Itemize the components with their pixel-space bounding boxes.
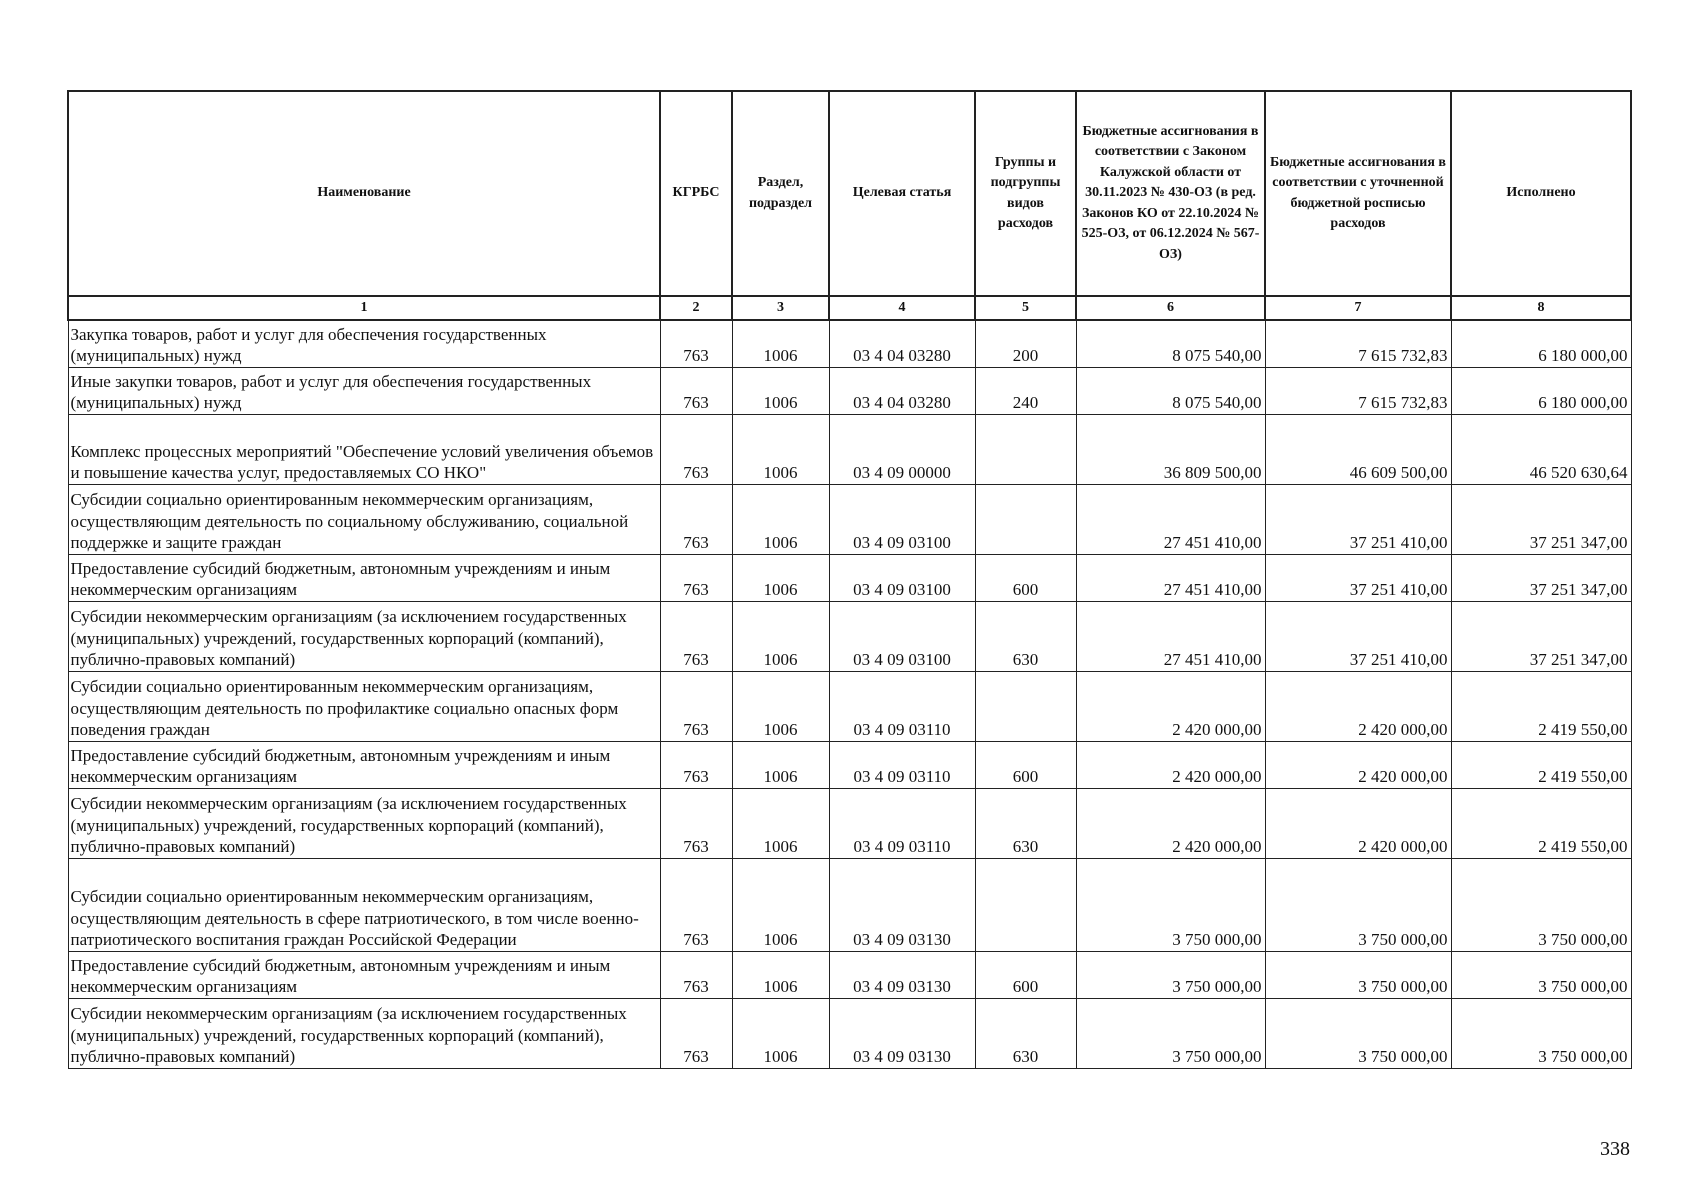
table-row	[68, 414, 1631, 484]
column-number: 2	[660, 296, 732, 320]
cell-law-allocations: 8 075 540,00	[1076, 320, 1265, 367]
cell-expense-group: 240	[975, 367, 1076, 414]
cell-section: 1006	[732, 367, 829, 414]
cell-name: Субсидии социально ориентированным некоммерческим организациям, осуществляющим деятельность по профилактике социально опасных форм поведения граждан	[68, 671, 660, 741]
cell-law-allocations: 27 451 410,00	[1076, 484, 1265, 554]
cell-executed: 37 251 347,00	[1451, 554, 1631, 601]
header-expense-group: Группы и подгруппы видов расходов	[975, 91, 1076, 296]
column-number: 7	[1265, 296, 1451, 320]
cell-target-article: 03 4 09 03130	[829, 951, 975, 998]
header-law-allocations: Бюджетные ассигнования в соответствии с Законом Калужской области от 30.11.2023 № 430-ОЗ (в ред. Законов КО от 22.10.2024 № 525-ОЗ, от 06.12.2024 № 567-ОЗ)	[1076, 91, 1265, 296]
cell-law-allocations: 2 420 000,00	[1076, 671, 1265, 741]
cell-refined-allocations: 2 420 000,00	[1265, 741, 1451, 788]
cell-section: 1006	[732, 554, 829, 601]
header-target-article: Целевая статья	[829, 91, 975, 296]
cell-refined-allocations: 3 750 000,00	[1265, 998, 1451, 1068]
cell-law-allocations: 36 809 500,00	[1076, 414, 1265, 484]
cell-executed: 3 750 000,00	[1451, 951, 1631, 998]
cell-expense-group	[975, 484, 1076, 554]
cell-expense-group: 630	[975, 788, 1076, 858]
header-executed: Исполнено	[1451, 91, 1631, 296]
cell-section: 1006	[732, 951, 829, 998]
cell-name: Предоставление субсидий бюджетным, автономным учреждениям и иным некоммерческим организациям	[68, 554, 660, 601]
table-body	[68, 320, 1631, 1068]
cell-target-article: 03 4 09 03110	[829, 741, 975, 788]
column-number: 6	[1076, 296, 1265, 320]
cell-section: 1006	[732, 414, 829, 484]
cell-law-allocations: 2 420 000,00	[1076, 788, 1265, 858]
cell-section: 1006	[732, 671, 829, 741]
cell-name: Субсидии некоммерческим организациям (за исключением государственных (муниципальных) учреждений, государственных корпораций (компаний), публично-правовых компаний)	[68, 601, 660, 671]
table-row	[68, 671, 1631, 741]
table-row	[68, 858, 1631, 951]
cell-refined-allocations: 2 420 000,00	[1265, 788, 1451, 858]
column-number: 4	[829, 296, 975, 320]
header-row	[68, 91, 1631, 296]
cell-target-article: 03 4 04 03280	[829, 367, 975, 414]
cell-refined-allocations: 3 750 000,00	[1265, 858, 1451, 951]
cell-section: 1006	[732, 788, 829, 858]
budget-table-container	[67, 90, 1630, 1069]
cell-expense-group: 630	[975, 601, 1076, 671]
cell-kgrbs: 763	[660, 858, 732, 951]
cell-executed: 3 750 000,00	[1451, 858, 1631, 951]
cell-section: 1006	[732, 320, 829, 367]
cell-kgrbs: 763	[660, 484, 732, 554]
cell-executed: 2 419 550,00	[1451, 671, 1631, 741]
cell-expense-group	[975, 858, 1076, 951]
cell-kgrbs: 763	[660, 788, 732, 858]
budget-table	[67, 90, 1632, 1069]
cell-executed: 2 419 550,00	[1451, 788, 1631, 858]
cell-name: Предоставление субсидий бюджетным, автономным учреждениям и иным некоммерческим организациям	[68, 741, 660, 788]
header-name: Наименование	[68, 91, 660, 296]
header-kgrbs: КГРБС	[660, 91, 732, 296]
cell-kgrbs: 763	[660, 998, 732, 1068]
cell-name: Субсидии некоммерческим организациям (за исключением государственных (муниципальных) учреждений, государственных корпораций (компаний), публично-правовых компаний)	[68, 788, 660, 858]
cell-expense-group: 630	[975, 998, 1076, 1068]
cell-expense-group: 600	[975, 554, 1076, 601]
cell-law-allocations: 8 075 540,00	[1076, 367, 1265, 414]
cell-kgrbs: 763	[660, 554, 732, 601]
table-row	[68, 554, 1631, 601]
table-row	[68, 601, 1631, 671]
cell-executed: 3 750 000,00	[1451, 998, 1631, 1068]
cell-section: 1006	[732, 601, 829, 671]
column-number-row	[68, 296, 1631, 320]
cell-name: Субсидии некоммерческим организациям (за исключением государственных (муниципальных) учреждений, государственных корпораций (компаний), публично-правовых компаний)	[68, 998, 660, 1068]
cell-executed: 37 251 347,00	[1451, 601, 1631, 671]
cell-law-allocations: 27 451 410,00	[1076, 554, 1265, 601]
cell-target-article: 03 4 04 03280	[829, 320, 975, 367]
cell-name: Предоставление субсидий бюджетным, автономным учреждениям и иным некоммерческим организациям	[68, 951, 660, 998]
cell-expense-group	[975, 671, 1076, 741]
cell-name: Комплекс процессных мероприятий "Обеспечение условий увеличения объемов и повышение качества услуг, предоставляемых СО НКО"	[68, 414, 660, 484]
page-number: 338	[1600, 1138, 1630, 1160]
cell-law-allocations: 2 420 000,00	[1076, 741, 1265, 788]
cell-section: 1006	[732, 484, 829, 554]
cell-executed: 37 251 347,00	[1451, 484, 1631, 554]
column-number: 8	[1451, 296, 1631, 320]
cell-section: 1006	[732, 998, 829, 1068]
cell-executed: 2 419 550,00	[1451, 741, 1631, 788]
cell-target-article: 03 4 09 03100	[829, 554, 975, 601]
cell-kgrbs: 763	[660, 414, 732, 484]
cell-refined-allocations: 37 251 410,00	[1265, 554, 1451, 601]
cell-law-allocations: 3 750 000,00	[1076, 951, 1265, 998]
header-section: Раздел, подраздел	[732, 91, 829, 296]
cell-law-allocations: 27 451 410,00	[1076, 601, 1265, 671]
cell-name: Субсидии социально ориентированным некоммерческим организациям, осуществляющим деятельность по социальному обслуживанию, социальной поддержке и защите граждан	[68, 484, 660, 554]
table-row	[68, 320, 1631, 367]
cell-kgrbs: 763	[660, 367, 732, 414]
cell-expense-group	[975, 414, 1076, 484]
cell-expense-group: 600	[975, 741, 1076, 788]
cell-target-article: 03 4 09 03100	[829, 601, 975, 671]
table-row	[68, 788, 1631, 858]
cell-refined-allocations: 37 251 410,00	[1265, 484, 1451, 554]
cell-target-article: 03 4 09 00000	[829, 414, 975, 484]
cell-law-allocations: 3 750 000,00	[1076, 998, 1265, 1068]
cell-executed: 46 520 630,64	[1451, 414, 1631, 484]
cell-expense-group: 200	[975, 320, 1076, 367]
cell-section: 1006	[732, 741, 829, 788]
cell-kgrbs: 763	[660, 741, 732, 788]
cell-executed: 6 180 000,00	[1451, 367, 1631, 414]
column-number: 1	[68, 296, 660, 320]
cell-name: Закупка товаров, работ и услуг для обеспечения государственных (муниципальных) нужд	[68, 320, 660, 367]
cell-name: Субсидии социально ориентированным некоммерческим организациям, осуществляющим деятельность в сфере патриотического, в том числе военно-патриотического воспитания граждан Российской Федерации	[68, 858, 660, 951]
cell-refined-allocations: 7 615 732,83	[1265, 320, 1451, 367]
table-row	[68, 367, 1631, 414]
header-refined-allocations: Бюджетные ассигнования в соответствии с уточненной бюджетной росписью расходов	[1265, 91, 1451, 296]
cell-target-article: 03 4 09 03110	[829, 671, 975, 741]
cell-kgrbs: 763	[660, 951, 732, 998]
table-row	[68, 484, 1631, 554]
cell-expense-group: 600	[975, 951, 1076, 998]
column-number: 3	[732, 296, 829, 320]
cell-target-article: 03 4 09 03130	[829, 858, 975, 951]
cell-section: 1006	[732, 858, 829, 951]
cell-refined-allocations: 3 750 000,00	[1265, 951, 1451, 998]
column-number: 5	[975, 296, 1076, 320]
cell-name: Иные закупки товаров, работ и услуг для обеспечения государственных (муниципальных) нужд	[68, 367, 660, 414]
cell-executed: 6 180 000,00	[1451, 320, 1631, 367]
table-row	[68, 998, 1631, 1068]
cell-law-allocations: 3 750 000,00	[1076, 858, 1265, 951]
cell-refined-allocations: 37 251 410,00	[1265, 601, 1451, 671]
cell-kgrbs: 763	[660, 320, 732, 367]
cell-kgrbs: 763	[660, 601, 732, 671]
cell-target-article: 03 4 09 03100	[829, 484, 975, 554]
cell-refined-allocations: 46 609 500,00	[1265, 414, 1451, 484]
cell-kgrbs: 763	[660, 671, 732, 741]
cell-target-article: 03 4 09 03130	[829, 998, 975, 1068]
cell-refined-allocations: 2 420 000,00	[1265, 671, 1451, 741]
table-row	[68, 951, 1631, 998]
cell-refined-allocations: 7 615 732,83	[1265, 367, 1451, 414]
cell-target-article: 03 4 09 03110	[829, 788, 975, 858]
table-row	[68, 741, 1631, 788]
